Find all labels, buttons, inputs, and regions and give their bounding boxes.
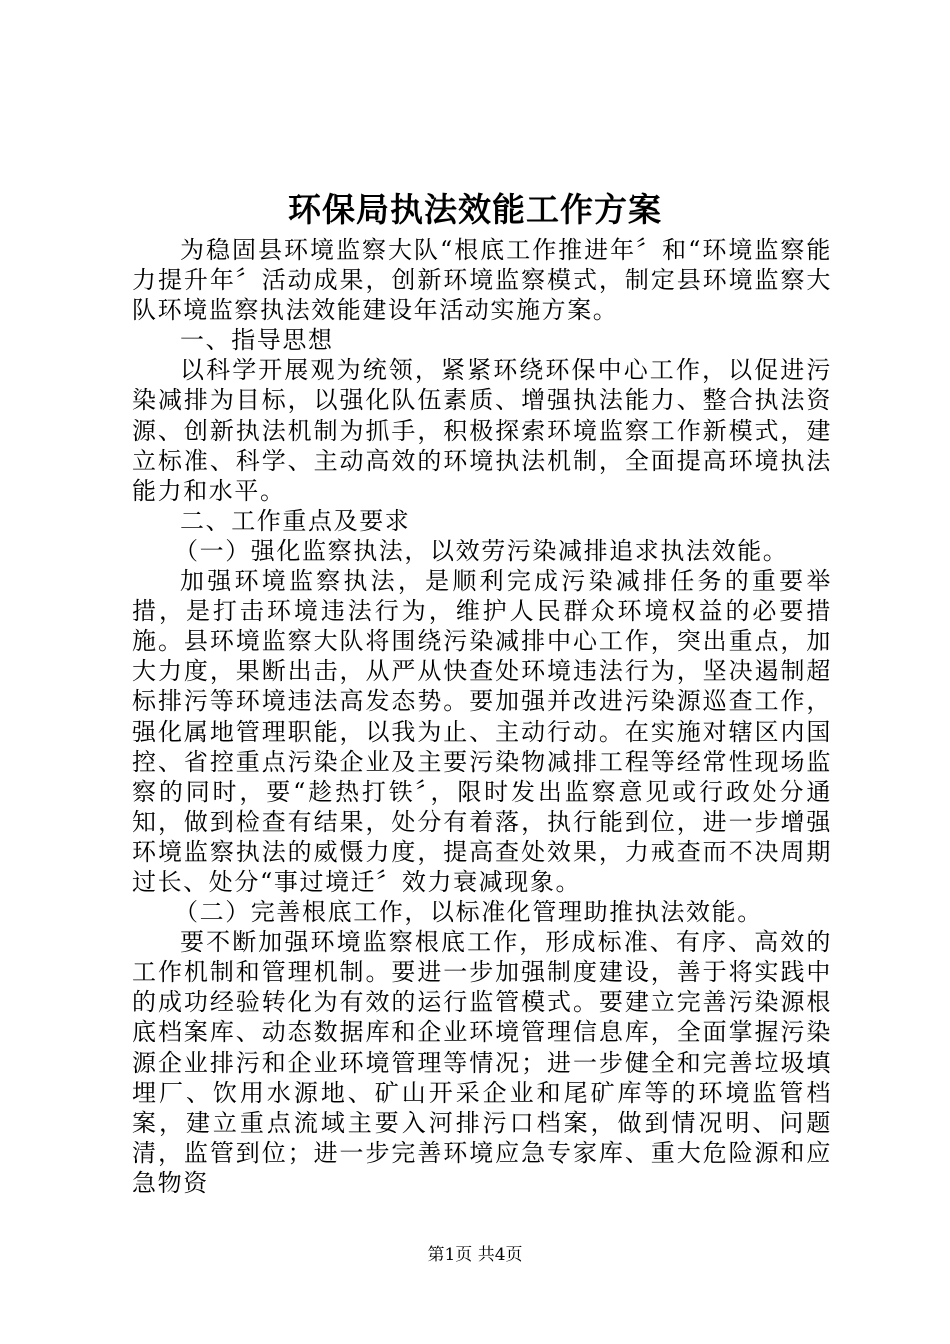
- page-footer: 第1页 共4页: [427, 1245, 523, 1265]
- subsection-heading-1: （一）强化监察执法，以效劳污染减排追求执法效能。: [174, 536, 789, 565]
- intro-paragraph: 为稳固县环境监察大队“根底工作推进年〞和“环境监察能力提升年〞活动成果，创新环境监察模式，制定县环境监察大队环境监察执法效能建设年活动实施方案。: [132, 236, 832, 325]
- section-heading-guiding-ideology: 一、指导思想: [180, 326, 334, 355]
- document-body: [132, 235, 832, 1198]
- guiding-ideology-paragraph: 以科学开展观为统领，紧紧环绕环保中心工作，以促进污染减排为目标，以强化队伍素质、增强执法能力、整合执法资源、创新执法机制为抓手，积极探索环境监察工作新模式，建立标准、科学、主动高效的环境执法机制，全面提高环境执法能力和水平。: [132, 356, 832, 505]
- section-heading-work-focus: 二、工作重点及要求: [180, 506, 411, 535]
- subsection-2-paragraph: 要不断加强环境监察根底工作，形成标准、有序、高效的工作机制和管理机制。要进一步加强制度建设，善于将实践中的成功经验转化为有效的运行监管模式。要建立完善污染源根底档案库、动态数据库和企业环境管理信息库，全面掌握污染源企业排污和企业环境管理等情况；进一步健全和完善垃圾填埋厂、饮用水源地、矿山开采企业和尾矿库等的环境监管档案，建立重点流域主要入河排污口档案，做到情况明、问题清，监管到位；进一步完善环境应急专家库、重大危险源和应急物资: [132, 928, 832, 1197]
- subsection-1-paragraph: 加强环境监察执法，是顺利完成污染减排任务的重要举措，是打击环境违法行为，维护人民群众环境权益的必要措施。县环境监察大队将围绕污染减排中心工作，突出重点，加大力度，果断出击，从严从快查处环境违法行为，坚决遏制超标排污等环境违法高发态势。要加强并改进污染源巡查工作，强化属地管理职能，以我为止、主动行动。在实施对辖区内国控、省控重点污染企业及主要污染物减排工程等经常性现场监察的同时，要“趁热打铁〞，限时发出监察意见或行政处分通知，做到检查有结果，处分有着落，执行能到位，进一步增强环境监察执法的威慑力度，提高查处效果，力戒查而不决周期过长、处分“事过境迁〞效力衰减现象。: [132, 567, 832, 896]
- document-title: 环保局执法效能工作方案: [288, 190, 662, 229]
- subsection-heading-2: （二）完善根底工作，以标准化管理助推执法效能。: [174, 898, 763, 927]
